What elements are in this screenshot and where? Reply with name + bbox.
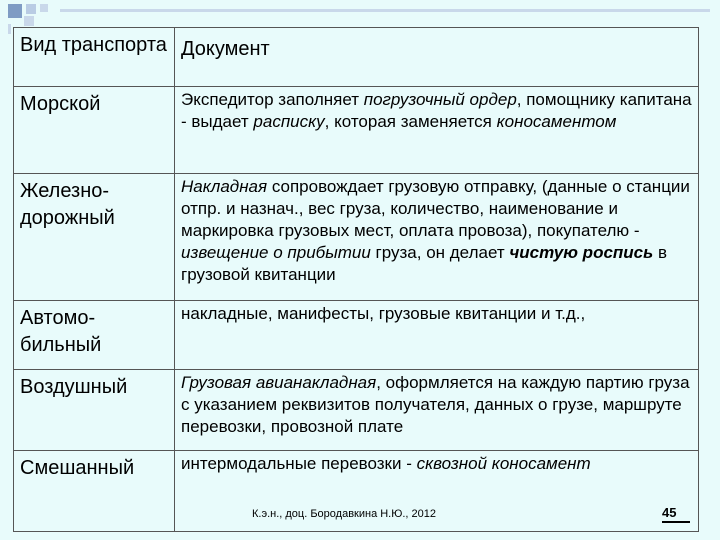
row-rail-document: Накладная сопровождает грузовую отправку, (данные о станции отпр. и назнач., вес груза, количество, наименование и маркировка грузовых мест, оплата провоза), покупателю - извещение о прибытии груза, он делает чистую роспись в грузовой квитанции: [175, 174, 699, 301]
decor-square: [26, 4, 36, 14]
table-row: [14, 87, 699, 174]
table-header-row: [14, 28, 699, 87]
row-auto-type: Автомо-бильный: [14, 301, 175, 370]
decor-square: [24, 16, 34, 26]
row-rail-type: Железно-дорожный: [14, 174, 175, 301]
transport-documents-table: [13, 27, 699, 532]
row-air-type: Воздушный: [14, 370, 175, 451]
decor-square: [40, 4, 48, 12]
row-sea-type: Морской: [14, 87, 175, 174]
table-row: [14, 301, 699, 370]
decor-line: [8, 24, 11, 34]
header-transport-type: Вид транспорта: [14, 28, 175, 87]
row-mixed-document: интермодальные перевозки - сквозной коносамент: [175, 451, 699, 532]
row-mixed-type: Смешанный: [14, 451, 175, 532]
page-number-underline: [662, 521, 690, 523]
decor-line: [60, 9, 710, 12]
footer-author: К.э.н., доц. Бородавкина Н.Ю., 2012: [252, 508, 436, 520]
row-air-document: Грузовая авианакладная, оформляется на каждую партию груза с указанием реквизитов получателя, данных о грузе, маршруте перевозки, провозной плате: [175, 370, 699, 451]
table-row: [14, 370, 699, 451]
table-row: [14, 174, 699, 301]
header-document: Документ: [175, 28, 699, 87]
decor-square: [8, 4, 22, 18]
row-sea-document: Экспедитор заполняет погрузочный ордер, помощнику капитана - выдает расписку, которая заменяется коносаментом: [175, 87, 699, 174]
row-auto-document: накладные, манифесты, грузовые квитанции и т.д.,: [175, 301, 699, 370]
page-number: 45: [662, 505, 677, 520]
